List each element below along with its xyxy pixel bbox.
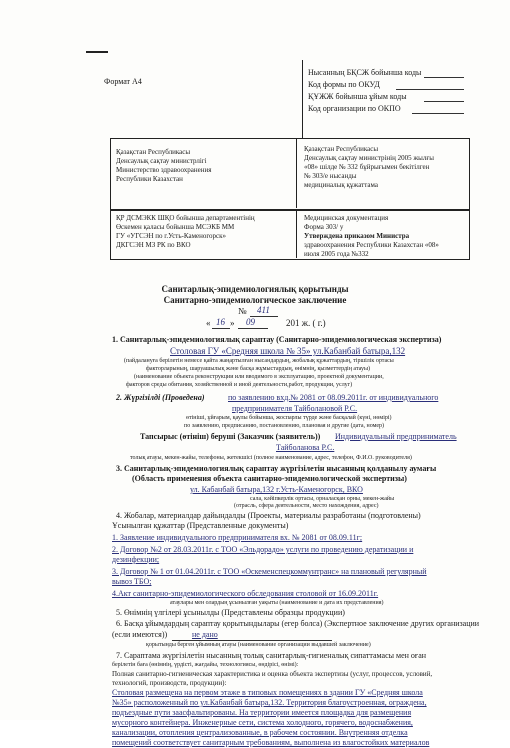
order-kz-4: № 303/е нысанды xyxy=(304,172,357,180)
order-kz-5: медициналық құжаттама xyxy=(304,181,378,189)
form-ru-2: Форма 303/ у xyxy=(304,223,344,231)
title-ru: Санитарно-эпидемиологическое заключение xyxy=(163,295,347,305)
codes-fill-4 xyxy=(412,113,464,114)
s2-note-3: толық атауы, мекен-жайы, телефоны, жетекшісі (полное наименование, адрес, телефон, Ф.И.О. руководителя) xyxy=(130,455,412,461)
number-prefix: № xyxy=(238,306,247,316)
top-dash-mark xyxy=(86,51,108,53)
ministry-kz-1: Қазақстан Республикасы xyxy=(116,148,191,156)
s7-paragraph-6: помещений соответствует санитарным требованиям, выполнена из влагостойких материалов xyxy=(112,738,430,747)
s4-doc-3a: 3. Договор № 1 от 01.04.2011г. с ТОО «Оскеменспецкоммунтранс» на плановый регулярный xyxy=(112,567,427,576)
s1-note-1: (пайдалануға берілетін немесе қайта жаңартылған нысандардың, жобалық құжаттардың, тіршілік ортасы xyxy=(124,358,394,364)
codes-line-1: Нысанның БҚСЖ бойынша коды xyxy=(308,68,422,77)
s1-heading: 1. Санитарлық-эпидемиологиялық сараптау (Санитарно-эпидемиологическая экспертиза) xyxy=(112,335,442,344)
s7-line-3: Полная санитарно-гигиеническая характеристика и оценка объекта экспертизы (услуг, процессов, условий, xyxy=(112,670,433,678)
form-ru-5: июля 2005 года №332 xyxy=(304,250,369,258)
s2-note-2: по заявлению, предписанию, постановлению, плановая и другие (дата, номер) xyxy=(184,423,385,429)
ministry-kz-2: Денсаулық сақтау министрлігі xyxy=(116,157,207,165)
s2-applicant-label: Тапсырыс (өтініш) беруші (Заказчик (заявитель)) xyxy=(140,432,321,441)
s2-note-1: өтініші, ұйғарым, қаулы бойынша, жоспарлы түрде және басқалай (күні, нөмірі) xyxy=(186,415,392,421)
s6-value: не дано xyxy=(192,630,218,639)
s3-heading-2: (Область применения объекта санитарно-эпидемиологической экспертизы) xyxy=(132,474,407,483)
dept-line-2: Өскемен қаласы бойынша МСЭКБ ММ xyxy=(116,223,235,231)
codes-divider xyxy=(302,60,303,138)
date-close-quote: » xyxy=(230,318,235,328)
s1-note-2: факторларының, шаруашылық және басқа жұмыстардың, өнімнің, қызметтердің атауы) xyxy=(146,366,371,372)
s4-doc-3b: вывоз ТБО; xyxy=(112,577,152,586)
codes-line-4: Код организации по ОКПО xyxy=(308,104,401,113)
s4-doc-2a: 2. Договор №2 от 28.03.2011г. с ТОО «Эльдорадо» услуги по проведению дератизации и xyxy=(112,545,414,554)
s1-note-4: факторов среды обитания, хозяйственной и иной деятельности,работ, продукции, услуг) xyxy=(126,382,353,388)
s6-text: 6. Басқа ұйымдардың сараптау қорытындылары (егер болса) (Экспертное заключение других организации xyxy=(116,619,480,628)
codes-line-3: ҚҰЖЖ бойынша ұйым коды xyxy=(308,92,407,101)
format-label: Формат А4 xyxy=(104,77,142,86)
s5-text: 5. Өнімнің үлгілері ұсынылды (Представлены образцы продукции) xyxy=(116,608,345,617)
date-year: 201 ж. ( г.) xyxy=(286,318,326,328)
s2-applicant-value: Индивидуальный предприниматель xyxy=(335,432,457,441)
ministry-ru-1: Министерство здравоохранения xyxy=(116,166,212,174)
s4-heading-2: Ұсынылған құжаттар (Представленные документы) xyxy=(112,521,289,530)
s6-if-label: (если имеются)) xyxy=(112,630,168,639)
s6-note: қорытынды берген ұйымның атауы (наименование организации выдавшей заключение) xyxy=(146,642,371,648)
form-ru-3: Утверждена приказом Министра xyxy=(304,232,410,240)
ministry-ru-2: Республики Казахстан xyxy=(116,175,183,183)
s7-paragraph-3: подъездные пути заасфальтированы. На территории имеется площадка для размещения xyxy=(112,708,412,717)
s7-line-1: 7. Сараптама жүргізілетін нысанның толық санитарлық-гигиеналық сипаттамасы мен оған xyxy=(116,651,427,660)
s4-doc-4: 4.Акт санитарно-эпидемиологического обследования столовой от 16.09.2011г. xyxy=(112,589,379,598)
codes-line-2: Код формы по ОКУД xyxy=(308,80,380,89)
s3-note-1: сала, кәйіпкерлік ортасы, орналасқан орны, мекен-жайы xyxy=(250,496,395,502)
dept-line-3: ГУ «УГСЭН по г.Усть-Каменогорск» xyxy=(116,232,227,240)
dept-line-1: ҚР ДСМЭКК ШҚО бойынша департаментінің xyxy=(116,214,255,222)
form-ru-4: здравоохранения Республики Казахстан «08» xyxy=(304,241,439,249)
s7-line-2: берілетін баға (өнімнің, үрдісті, жағдайы, технологиясы, өндірісі, өнімі): xyxy=(112,662,299,668)
order-kz-1: Қазақстан Республикасы xyxy=(304,145,379,153)
s7-paragraph-2: №35» расположенный по ул.Кабанбай батыра,132. Территория благоустроенная, огражденa, xyxy=(112,698,427,707)
date-day-underline xyxy=(212,328,230,329)
s3-note-2: (отрасль, сфера деятельности, место нахождения, адрес) xyxy=(234,503,379,509)
s4-note: атаулары мен олардың ұсынылған уақыты (наименование и дата их представления) xyxy=(170,600,384,606)
s4-doc-2b: дезинфекции; xyxy=(112,555,160,564)
order-kz-3: «08» шілде № 332 бұйрығымен бекітілген xyxy=(304,163,430,171)
s4-doc-1: 1. Заявление индивидуального предпринимателя вх. № 2081 от 08.09.11г; xyxy=(112,533,363,542)
s2-value-1: по заявлению вхд.№ 2081 от 08.09.2011г. от индивидуального xyxy=(228,393,439,402)
codes-fill-1 xyxy=(424,77,464,78)
s6-underline xyxy=(172,640,332,641)
s2-heading: 2. Жүргізілді (Проведена) xyxy=(116,393,205,402)
date-month: 09 xyxy=(246,317,255,327)
s1-value: Столовая ГУ «Средняя школа № 35» ул.Кабанбай батыра,132 xyxy=(170,346,406,356)
s1-note-3: (наименование объекта реконструкции или вводимого в эксплуатацию, проектной документации, xyxy=(134,374,384,380)
header-box-top-divider xyxy=(296,138,297,208)
s7-paragraph-4: мусорного контейнера. Инженерные сети, система холодного, горячего, водоснабжения, xyxy=(112,718,413,727)
s7-paragraph-1: Столовая размещена на первом этаже в типовых помещениях в здании ГУ «Средняя школа xyxy=(112,688,423,697)
s7-line-4: технологий, производств, продукции): xyxy=(112,679,227,687)
s3-value: ул. Кабанбай батыра,132 г.Усть-Каменогорск, ВКО xyxy=(190,485,363,494)
date-open-quote: « xyxy=(206,318,211,328)
number-value: 411 xyxy=(257,305,270,315)
title-kz: Санитарлық-эпидемиологиялық қорытынды xyxy=(161,284,349,294)
s3-heading-1: 3. Санитарлық-эпидемиологиялық сараптау жүргізілетін нысанның қолданылу аумағы xyxy=(116,464,437,473)
dept-line-4: ДКГСЭН МЗ РК по ВКО xyxy=(116,241,191,249)
s2-value-2: предпринимателя Тайболановой Р.С. xyxy=(232,404,358,413)
s4-heading-1: 4. Жобалар, материалдар дайындалды (Проекты, материалы разработаны (подготовлены) xyxy=(116,511,421,520)
codes-fill-3 xyxy=(424,101,464,102)
date-day: 16 xyxy=(216,317,225,327)
date-month-underline xyxy=(238,328,268,329)
order-kz-2: Денсаулық сақтау министрінің 2005 жылғы xyxy=(304,154,434,162)
form-ru-1: Медицинская документация xyxy=(304,214,389,222)
header-box-bottom-divider xyxy=(296,210,297,258)
codes-fill-2 xyxy=(396,89,464,90)
s7-paragraph-5: канализации, отопления централизованные, в рабочем состоянии. Внутренняя отделка xyxy=(112,728,408,737)
s2-applicant-name: Тайболанова Р.С. xyxy=(276,443,335,452)
